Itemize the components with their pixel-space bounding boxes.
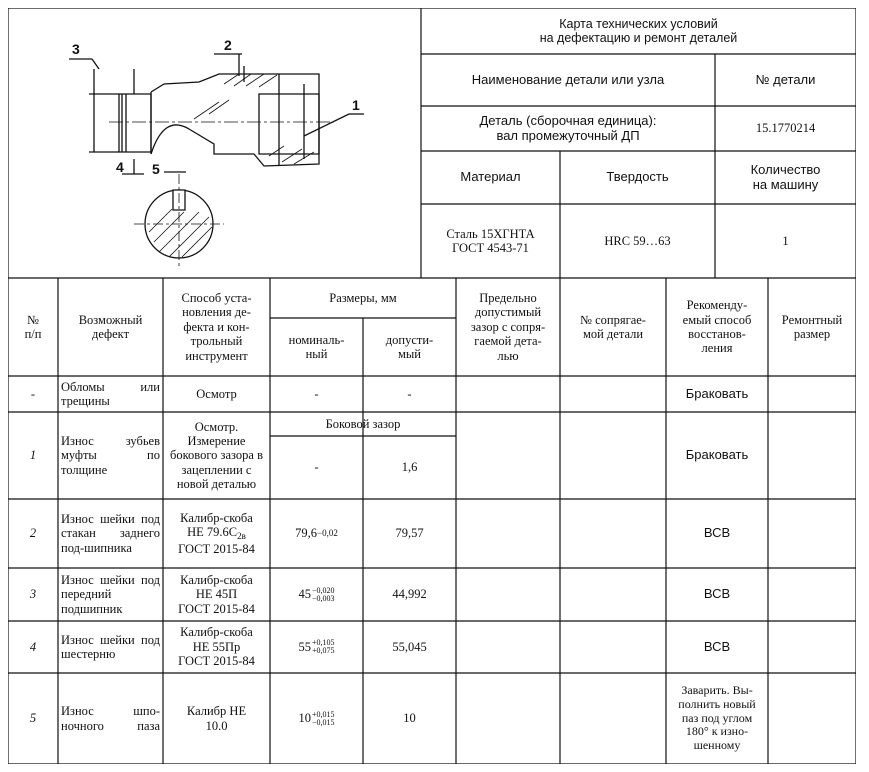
- part-number-label: № детали: [755, 71, 816, 87]
- row-restore: Браковать: [685, 385, 749, 401]
- part-number: 15.1770214: [755, 121, 816, 136]
- row-num: 2: [29, 526, 37, 541]
- col-nominal: номиналь- ный: [288, 332, 345, 361]
- row-restore: Браковать: [685, 447, 749, 463]
- row-num: 1: [29, 448, 37, 463]
- row-restore: Заварить. Вы-полнить новый паз под углом 180° к изно-шенному: [678, 683, 756, 753]
- row-method: Калибр-скоба НЕ 45П ГОСТ 2015-84: [178, 572, 255, 616]
- row-method: Осмотр. Измерение бокового зазора в зацеплении с новой деталью: [170, 419, 263, 492]
- row-restore: ВСВ: [703, 525, 731, 541]
- row-allowed: -: [407, 386, 412, 401]
- row-allowed: 55,045: [392, 639, 427, 654]
- col-allowed: допусти- мый: [385, 332, 434, 361]
- material-label: Материал: [460, 169, 521, 185]
- qty-label: Количество на машину: [750, 161, 821, 192]
- material-value: Сталь 15ХГНТА ГОСТ 4543-71: [446, 226, 535, 255]
- hardness-value: HRC 59…63: [604, 233, 671, 248]
- callout-3: 3: [72, 41, 80, 57]
- row-num: 5: [29, 711, 37, 726]
- callout-4: 4: [116, 159, 124, 175]
- row-nominal: -: [314, 460, 319, 475]
- col-sizes: Размеры, мм: [329, 290, 397, 305]
- part-name: Деталь (сборочная единица): вал промежуточный ДП: [479, 112, 657, 143]
- col-mating: № сопрягае- мой детали: [580, 312, 646, 341]
- card-title: Карта технических условий на дефектацию и ремонт деталей: [539, 16, 738, 45]
- row-nominal: 10 +0,015 −0,015: [298, 709, 335, 727]
- row-allowed: 44,992: [392, 587, 427, 602]
- row-num: -: [30, 386, 36, 401]
- shaft-drawing: [14, 14, 414, 276]
- row-method: Калибр-скоба НЕ 55Пр ГОСТ 2015-84: [178, 625, 255, 669]
- row-allowed: 10: [403, 711, 416, 726]
- row-defect: Обломы или трещины: [61, 379, 160, 408]
- col-limit-gap: Предельно допустимый зазор с сопря- гаемой дета- лью: [470, 291, 546, 363]
- row-nominal: 45 −0,020 −0,003: [298, 585, 335, 603]
- col-num: № п/п: [24, 312, 42, 341]
- col-repair-size: Ремонтный размер: [781, 312, 843, 341]
- callout-2: 2: [224, 37, 232, 53]
- col-restore: Рекоменду- емый способ восстанов- ления: [682, 298, 752, 356]
- row-nominal: -: [314, 386, 319, 401]
- row-defect: Износ шейки под шестерню: [61, 632, 160, 661]
- shaft-journal: [119, 94, 151, 152]
- row-nominal: 55 +0,105 +0,075: [298, 638, 335, 655]
- callout-5: 5: [152, 161, 160, 177]
- row-method: Осмотр: [196, 386, 237, 401]
- col-method: Способ уста- новления де- фекта и кон- трольный инструмент: [181, 291, 252, 363]
- row-nominal: 79,6 −0,02: [295, 526, 338, 541]
- hardness-label: Твердость: [606, 169, 669, 185]
- row-defect: Износ шейки под стакан заднего под-шипника: [61, 511, 160, 555]
- row-num: 3: [29, 587, 37, 602]
- row-restore: ВСВ: [703, 638, 731, 654]
- row-method: Калибр НЕ 10.0: [186, 704, 247, 733]
- row-method: Калибр-скоба НЕ $79.6С_{2в}$ ГОСТ 2015-84: [178, 510, 255, 556]
- callout-1: 1: [352, 97, 360, 113]
- row-side-gap: Боковой зазор: [325, 416, 401, 431]
- col-defect: Возможный дефект: [78, 312, 143, 341]
- defect-card: [8, 8, 856, 764]
- row-num: 4: [29, 639, 37, 654]
- row-defect: Износ шейки под передний подшипник: [61, 572, 160, 616]
- row-allowed: 79,57: [395, 526, 424, 541]
- row-allowed: 1,6: [401, 460, 418, 475]
- row-restore: ВСВ: [703, 586, 731, 602]
- part-name-label: Наименование детали или узла: [471, 71, 665, 87]
- row-defect: Износ зубьев муфты по толщине: [61, 433, 160, 477]
- row-defect: Износ шпо-ночного паза: [61, 704, 160, 733]
- qty-value: 1: [782, 233, 789, 248]
